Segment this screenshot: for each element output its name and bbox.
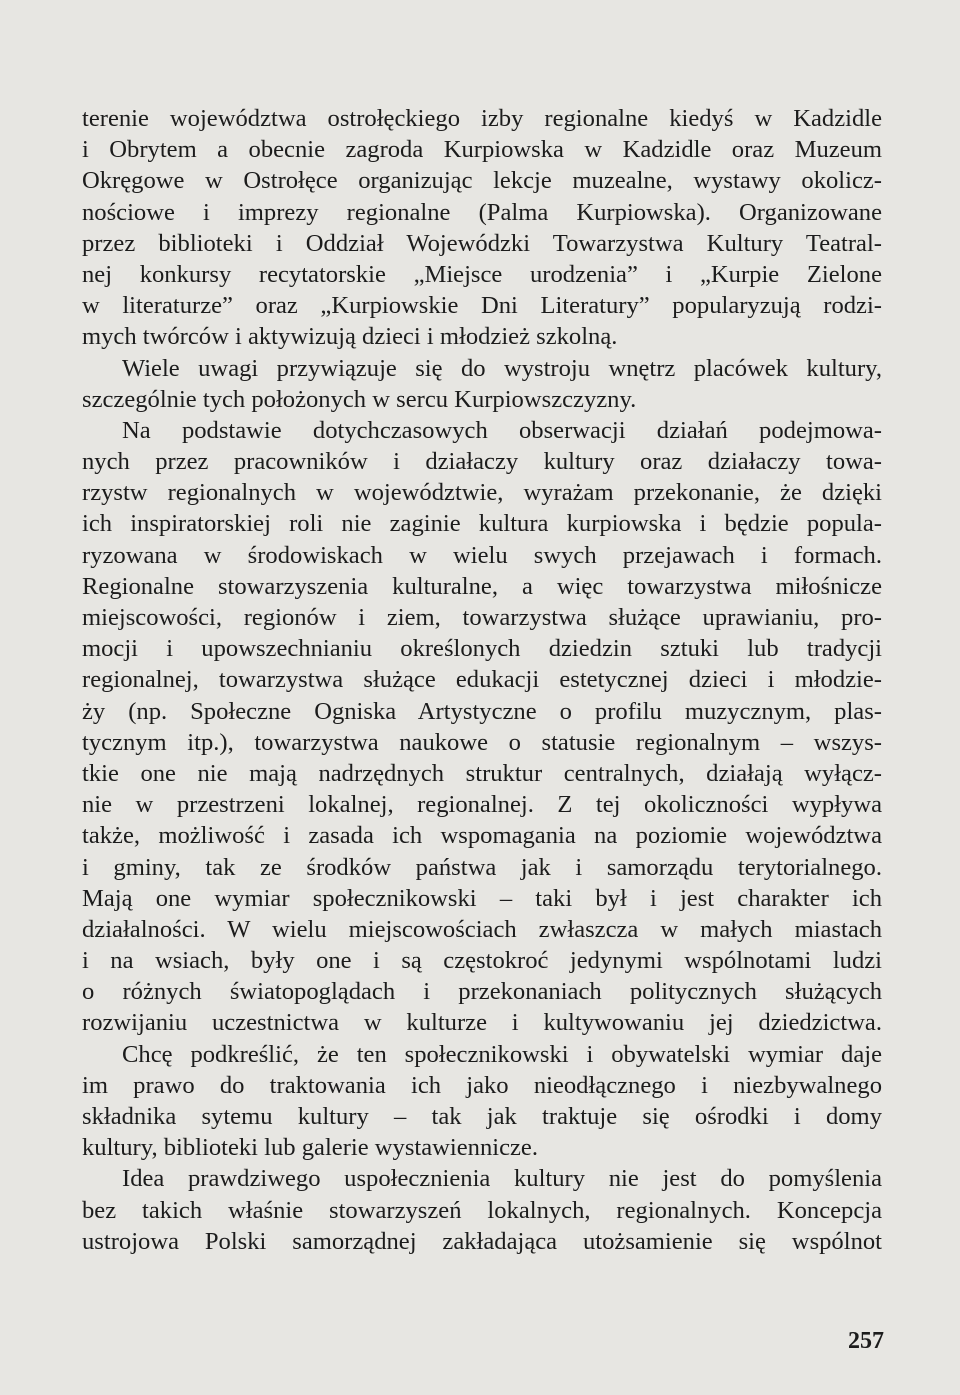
- body-text: [82, 103, 882, 1257]
- text-line: Regionalne stowarzyszenia kulturalne, a więc towarzystwa miłośnicze: [82, 572, 882, 600]
- text-line: Na podstawie dotychczasowych obserwacji działań podejmowa-: [122, 416, 882, 444]
- text-line: bez takich właśnie stowarzyszeń lokalnych, regionalnych. Koncepcja: [82, 1196, 882, 1224]
- paragraph: [82, 353, 882, 415]
- text-line: miejscowości, regionów i ziem, towarzystwa służące uprawianiu, pro-: [82, 604, 882, 631]
- text-line: nej konkursy recytatorskie „Miejsce urodzenia” i „Kurpie Zielone: [82, 260, 882, 288]
- text-line: nościowe i imprezy regionalne (Palma Kurpiowska). Organizowane: [82, 198, 882, 226]
- text-line: Wiele uwagi przywiązuje się do wystroju wnętrz placówek kultury,: [122, 354, 882, 382]
- page-number: 257: [848, 1328, 884, 1354]
- text-line: tkie one nie mają nadrzędnych struktur centralnych, działają wyłącz-: [82, 759, 882, 787]
- text-line: Chcę podkreślić, że ten społecznikowski i obywatelski wymiar daje: [122, 1040, 882, 1068]
- text-line: nych przez pracowników i działaczy kultury oraz działaczy towa-: [82, 448, 882, 476]
- text-line: mocji i upowszechnianiu określonych dziedzin sztuki lub tradycji: [82, 635, 882, 663]
- text-line: przez biblioteki i Oddział Wojewódzki Towarzystwa Kultury Teatral-: [82, 229, 882, 257]
- text-line: Idea prawdziwego uspołecznienia kultury nie jest do pomyślenia: [122, 1165, 882, 1193]
- text-line: i na wsiach, były one i są częstokroć jedynymi wspólnotami ludzi: [82, 947, 882, 975]
- paragraph: [82, 103, 882, 353]
- paragraph: [82, 415, 882, 1039]
- text-line: działalności. W wielu miejscowościach zwłaszcza w małych miastach: [82, 915, 882, 943]
- text-line: Okręgowe w Ostrołęce organizując lekcje muzealne, wystawy okolicz-: [82, 167, 882, 195]
- text-line: nie w przestrzeni lokalnej, regionalnej. Z tej okoliczności wypływa: [82, 791, 882, 819]
- paragraph: [82, 1039, 882, 1164]
- text-line: o różnych światopoglądach i przekonaniach politycznych służących: [82, 978, 882, 1006]
- text-line: i Obrytem a obecnie zagroda Kurpiowska w Kadzidle oraz Muzeum: [82, 136, 882, 164]
- text-line: szczególnie tych położonych w sercu Kurpiowszczyzny.: [82, 385, 637, 413]
- text-line: kultury, biblioteki lub galerie wystawiennicze.: [82, 1134, 538, 1162]
- text-line: ży (np. Społeczne Ogniska Artystyczne o profilu muzycznym, plas-: [82, 697, 882, 725]
- text-line: rzystw regionalnych w województwie, wyrażam przekonanie, że dzięki: [82, 479, 882, 507]
- text-line: ustrojowa Polski samorządnej zakładająca utożsamienie się wspólnot: [82, 1227, 882, 1255]
- text-line: Mają one wymiar społecznikowski – taki był i jest charakter ich: [82, 884, 882, 912]
- paragraph: [82, 1163, 882, 1257]
- text-line: także, możliwość i zasada ich wspomagania na poziomie województwa: [82, 822, 882, 850]
- text-line: tycznym itp.), towarzystwa naukowe o statusie regionalnym – wszys-: [82, 728, 882, 756]
- text-line: rozwijaniu uczestnictwa w kulturze i kultywowaniu jej dziedzictwa.: [82, 1009, 882, 1037]
- text-line: mych twórców i aktywizują dzieci i młodzież szkolną.: [82, 323, 618, 351]
- text-line: terenie województwa ostrołęckiego izby regionalne kiedyś w Kadzidle: [82, 105, 882, 132]
- text-line: składnika sytemu kultury – tak jak traktuje się ośrodki i domy: [82, 1103, 882, 1130]
- text-line: im prawo do traktowania ich jako nieodłącznego i niezbywalnego: [82, 1071, 882, 1099]
- text-line: ich inspiratorskiej roli nie zaginie kultura kurpiowska i będzie popula-: [82, 510, 882, 538]
- text-line: i gminy, tak ze środków państwa jak i samorządu terytorialnego.: [82, 853, 882, 881]
- text-line: w literaturze” oraz „Kurpiowskie Dni Literatury” popularyzują rodzi-: [82, 292, 882, 320]
- text-line: regionalnej, towarzystwa służące edukacji estetycznej dzieci i młodzie-: [82, 666, 882, 694]
- text-line: ryzowana w środowiskach w wielu swych przejawach i formach.: [82, 541, 882, 569]
